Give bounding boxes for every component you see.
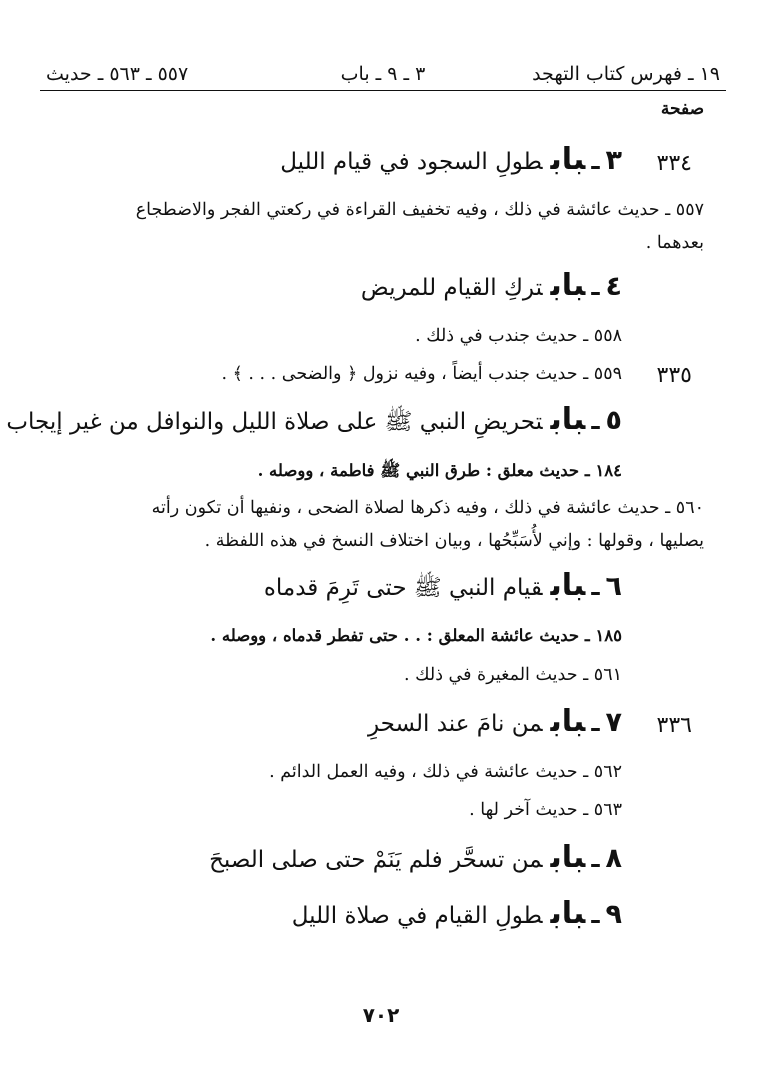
header-hadith-range: ٥٥٧ ـ ٥٦٣ ـ حديث xyxy=(46,63,189,85)
header-section-range: ٣ ـ ٩ ـ باب xyxy=(340,63,426,85)
chapter-title: من تسحَّر فلم يَنَمْ حتى صلى الصبحَ xyxy=(209,847,543,873)
page-number-ref: ٣٣٤ xyxy=(656,151,692,176)
header-chapter-title: ١٩ ـ فهرس كتاب التهجد xyxy=(532,63,720,85)
chapter-word: باب xyxy=(550,896,586,931)
chapter-title: قيام النبي ﷺ حتى تَرِمَ قدماه xyxy=(263,575,543,601)
chapter-word: باب xyxy=(550,142,586,177)
chapter-heading-8: ٨ـبابمن تسحَّر فلم يَنَمْ حتى صلى الصبحَ xyxy=(209,840,622,875)
chapter-number: ٩ xyxy=(605,899,622,930)
page-number-ref: ٣٣٥ xyxy=(656,363,692,388)
hadith-entry-561: ٥٦١ ـ حديث المغيرة في ذلك . xyxy=(403,665,622,685)
chapter-number: ٦ xyxy=(605,571,622,602)
hadith-entry-560: ٥٦٠ ـ حديث عائشة في ذلك ، وفيه ذكرها لصلاة الضحى ، ونفيها أن تكون رأته xyxy=(151,498,704,518)
chapter-title: تحريضِ النبي ﷺ على صلاة الليل والنوافل من غير إيجاب xyxy=(6,409,543,435)
chapter-word: باب xyxy=(550,704,586,739)
chapter-number: ٤ xyxy=(605,271,622,302)
hadith-entry-558: ٥٥٨ ـ حديث جندب في ذلك . xyxy=(415,326,622,346)
page-number-ref: ٣٣٦ xyxy=(656,713,692,738)
hadith-entry-557: ٥٥٧ ـ حديث عائشة في ذلك ، وفيه تخفيف القراءة في ركعتي الفجر والاضطجاع xyxy=(135,200,704,220)
chapter-title: تركِ القيام للمريض xyxy=(360,275,543,301)
chapter-number: ٧ xyxy=(605,707,622,738)
chapter-heading-6: ٦ـبابقيام النبي ﷺ حتى تَرِمَ قدماه xyxy=(263,568,622,603)
hadith-entry-563: ٥٦٣ ـ حديث آخر لها . xyxy=(469,800,622,820)
running-header xyxy=(40,58,726,91)
chapter-title: طولِ السجود في قيام الليل xyxy=(280,149,543,175)
chapter-heading-7: ٧ـبابمن نامَ عند السحرِ xyxy=(367,704,622,739)
hadith-entry-559: ٥٥٩ ـ حديث جندب أيضاً ، وفيه نزول ﴿ والضحى . . . ﴾ . xyxy=(221,364,622,384)
chapter-heading-9: ٩ـبابطولِ القيام في صلاة الليل xyxy=(291,896,622,931)
chapter-number: ٥ xyxy=(605,405,622,436)
hadith-entry-557-cont: بعدهما . xyxy=(645,233,704,253)
hadith-entry-184: ١٨٤ ـ حديث معلق : طرق النبي ﷺ فاطمة ، ووصله . xyxy=(257,461,622,480)
chapter-word: باب xyxy=(550,568,586,603)
chapter-word: باب xyxy=(550,402,586,437)
hadith-entry-562: ٥٦٢ ـ حديث عائشة في ذلك ، وفيه العمل الدائم . xyxy=(269,762,622,782)
chapter-title: من نامَ عند السحرِ xyxy=(367,711,543,737)
chapter-heading-4: ٤ـبابتركِ القيام للمريض xyxy=(360,268,622,303)
chapter-word: باب xyxy=(550,268,586,303)
chapter-heading-3: ٣ـبابطولِ السجود في قيام الليل xyxy=(280,142,622,177)
hadith-entry-560-cont: يصليها ، وقولها : وإني لأُسَبِّحُها ، وبيان اختلاف النسخ في هذه اللفظة . xyxy=(204,531,704,551)
chapter-word: باب xyxy=(550,840,586,875)
chapter-number: ٣ xyxy=(605,145,622,176)
chapter-heading-5: ٥ـبابتحريضِ النبي ﷺ على صلاة الليل والنوافل من غير إيجاب xyxy=(6,402,622,437)
page-column-label: صفحة xyxy=(660,99,704,119)
chapter-title: طولِ القيام في صلاة الليل xyxy=(291,903,543,929)
page-folio-number: ٧٠٢ xyxy=(362,1003,400,1027)
chapter-number: ٨ xyxy=(605,843,622,874)
hadith-entry-185: ١٨٥ ـ حديث عائشة المعلق : . . حتى تفطر قدماه ، ووصله . xyxy=(210,626,622,645)
